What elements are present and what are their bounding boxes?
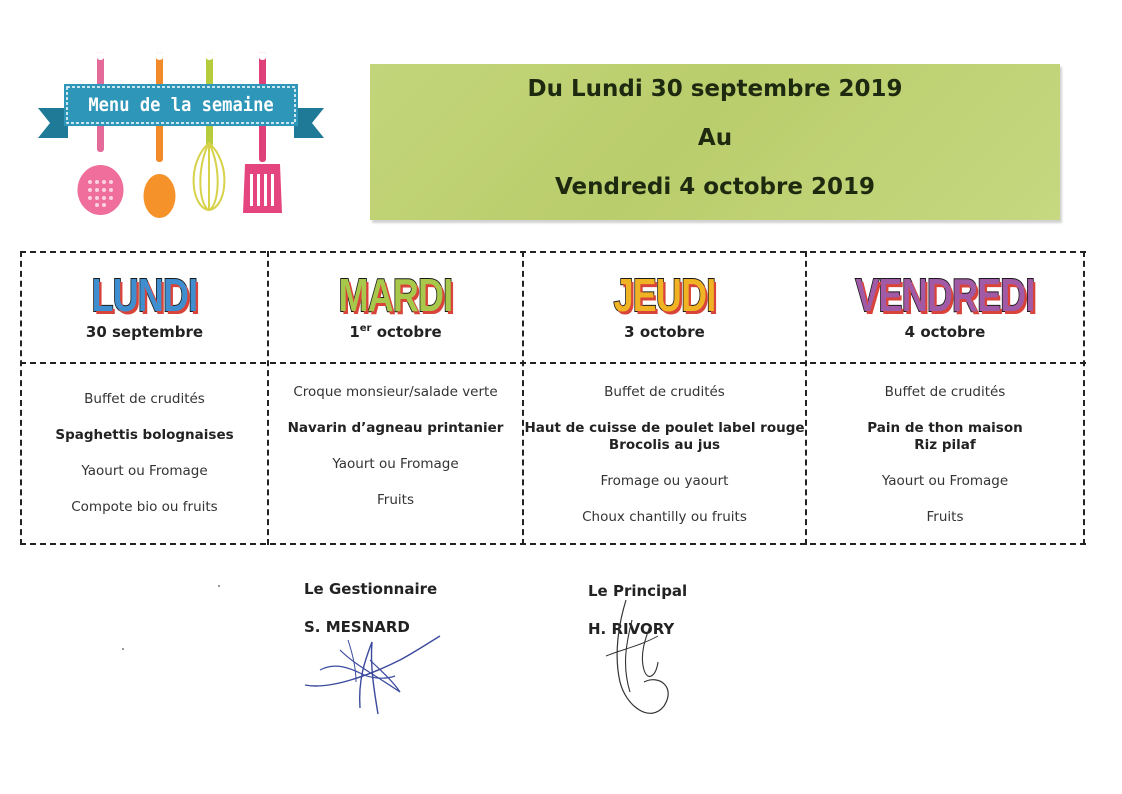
day-date: 3 octobre xyxy=(624,323,705,341)
menu-item: Yaourt ou Fromage xyxy=(332,456,459,472)
day-menu-lundi xyxy=(22,364,267,542)
handwritten-signature-right xyxy=(600,596,680,728)
period-end: Vendredi 4 octobre 2019 xyxy=(555,174,875,200)
day-name: MARDI xyxy=(338,269,453,321)
spoon-icon xyxy=(144,52,176,218)
utensils-illustration xyxy=(36,48,326,220)
day-date: 1er octobre xyxy=(349,323,442,341)
day-name: JEUDI xyxy=(613,269,716,321)
day-date: 30 septembre xyxy=(85,323,204,341)
spatula-icon xyxy=(243,52,282,213)
table-border-right xyxy=(1083,251,1085,545)
day-name: VENDREDI xyxy=(855,269,1035,321)
menu-item: Fruits xyxy=(926,509,964,525)
day-name: LUNDI xyxy=(91,269,198,321)
logo-text: Menu de la semaine xyxy=(88,94,274,116)
menu-item: Yaourt ou Fromage xyxy=(81,463,208,479)
menu-item: Fromage ou yaourt xyxy=(600,473,729,489)
signatory-title-principal: Le Principal xyxy=(588,582,688,600)
menu-item: Haut de cuisse de poulet label rouge xyxy=(524,420,805,436)
menu-item: Yaourt ou Fromage xyxy=(881,473,1009,489)
signatory-name-gestionnaire: S. MESNARD xyxy=(304,618,410,636)
day-menu-vendredi xyxy=(807,364,1083,542)
menu-item: Buffet de crudités xyxy=(84,391,205,407)
day-menu-jeudi xyxy=(524,364,805,542)
menu-item: Fruits xyxy=(377,492,414,508)
signatory-title-gestionnaire: Le Gestionnaire xyxy=(304,580,438,598)
scan-speck xyxy=(218,585,220,587)
menu-item: Compote bio ou fruits xyxy=(71,499,218,515)
menu-item: Spaghettis bolognaises xyxy=(55,427,234,443)
skimmer-icon xyxy=(78,52,124,215)
menu-item: Choux chantilly ou fruits xyxy=(582,509,747,525)
menu-item: Buffet de crudités xyxy=(604,384,725,400)
day-header-lundi xyxy=(22,253,267,362)
menu-logo xyxy=(36,48,326,220)
menu-item: Buffet de crudités xyxy=(884,384,1006,400)
table-border-bottom xyxy=(20,543,1086,545)
period-separator: Au xyxy=(697,125,733,151)
whisk-icon xyxy=(194,52,225,210)
menu-item: Pain de thon maison xyxy=(867,420,1023,436)
weekly-menu-table xyxy=(20,251,1086,545)
day-header-jeudi xyxy=(524,253,805,362)
menu-item: Riz pilaf xyxy=(914,437,976,453)
menu-item: Brocolis au jus xyxy=(608,437,721,453)
day-header-mardi xyxy=(269,253,522,362)
day-menu-mardi xyxy=(269,364,522,542)
day-date: 4 octobre xyxy=(904,323,986,341)
date-range-banner xyxy=(370,64,1060,220)
day-header-vendredi xyxy=(807,253,1083,362)
menu-item: Navarin d’agneau printanier xyxy=(287,420,504,436)
period-start: Du Lundi 30 septembre 2019 xyxy=(527,76,903,102)
signatory-name-principal: H. RIVORY xyxy=(588,620,675,638)
scan-speck xyxy=(122,648,124,650)
handwritten-signature-left xyxy=(300,630,445,720)
menu-item: Croque monsieur/salade verte xyxy=(293,384,498,400)
